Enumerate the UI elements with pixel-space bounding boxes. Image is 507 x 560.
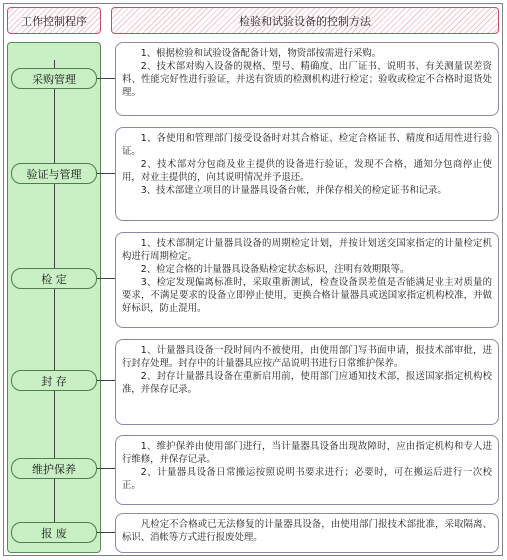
- step-label: 报 废: [41, 526, 67, 540]
- header-method-label: 检验和试验设备的控制方法: [239, 14, 371, 28]
- detail-paragraph: 1、计量器具设备一段时间内不被使用，由使用部门写书面申请，报技术部审批，进行封存处理。封存中的计量器具应按产品说明书进行日常维护保养。: [122, 345, 492, 369]
- connector: [97, 78, 115, 79]
- step-label: 封 存: [41, 374, 67, 388]
- step-detail-storage: [115, 339, 499, 425]
- step-purchase: [11, 68, 97, 89]
- step-verification: [11, 163, 97, 184]
- connector: [97, 532, 115, 533]
- detail-paragraph: 1、各使用和管理部门接受设备时对其合格证、检定合格证书、精度和适用性进行验证。: [122, 133, 492, 157]
- step-detail-maintenance: [115, 435, 499, 505]
- step-label: 维护保养: [32, 462, 76, 476]
- detail-paragraph: 2、技术部对分包商及业主提供的设备进行验证，发现不合格，通知分包商停止使用，对业主提供的，向其说明情况并予退还。: [122, 159, 492, 183]
- detail-paragraph: 3、检定发现偏离标准时，采取重新测试，检查设备误差值是否能满足业主对质量的要求，不满足要求的设备立即停止使用，更换合格计量器具或送国家指定机构校准，并做好标识，防止混用。: [122, 277, 492, 314]
- detail-paragraph: 2、检定合格的计量器具设备贴检定状态标识，注明有效期限等。: [140, 264, 410, 275]
- detail-paragraph: 凡检定不合格或已无法修复的计量器具设备，由使用部门报技术部批准，采取隔离、标识、消帐等方式进行报废处理。: [122, 519, 492, 543]
- step-maintenance: [11, 458, 97, 479]
- connector: [97, 278, 115, 279]
- step-detail-verification: [115, 127, 499, 221]
- detail-paragraph: 2、计量器具设备日常搬运按照说明书要求进行；必要时，可在搬运后进行一次校正。: [122, 467, 492, 491]
- detail-paragraph: 1、技术部制定计量器具设备的周期检定计划，并按计划送交国家指定的计量检定机构进行周期检定。: [122, 238, 492, 262]
- step-label: 验证与管理: [26, 167, 82, 181]
- detail-paragraph: 1、维护保养由使用部门进行，当计量器具设备出现故障时，应由指定机构和专人进行维修，并保存记录。: [122, 441, 492, 465]
- connector: [97, 468, 115, 469]
- header-procedure: [7, 7, 101, 34]
- connector: [97, 380, 115, 381]
- detail-paragraph: 3、技术部建立项目的计量器具设备台帐，并保存相关的检定证书和记录。: [140, 185, 447, 196]
- step-detail-scrap: [115, 513, 499, 553]
- step-scrap: [11, 522, 97, 543]
- header-method: [111, 7, 499, 34]
- detail-paragraph: 2、封存计量器具设备在重新启用前，使用部门应通知技术部，报送国家指定机构校准，并保存记录。: [122, 371, 492, 395]
- header-procedure-label: 工作控制程序: [21, 14, 87, 28]
- step-storage: [11, 370, 97, 391]
- detail-paragraph: 2、技术部对购入设备的规格、型号、精确度、出厂证书、说明书、有关测量误差资料、性能完好性进行验证，并送有资质的检测机构进行检定；验收或检定不合格时退货处理。: [122, 61, 492, 98]
- step-detail-calibration: [115, 232, 499, 328]
- connector: [97, 173, 115, 174]
- step-detail-purchase: [115, 42, 499, 116]
- detail-paragraph: 1、根据检验和试验设备配备计划，物资部按需进行采购。: [140, 48, 382, 59]
- step-calibration: [11, 268, 97, 289]
- step-label: 检 定: [41, 272, 67, 286]
- step-label: 采购管理: [32, 72, 76, 86]
